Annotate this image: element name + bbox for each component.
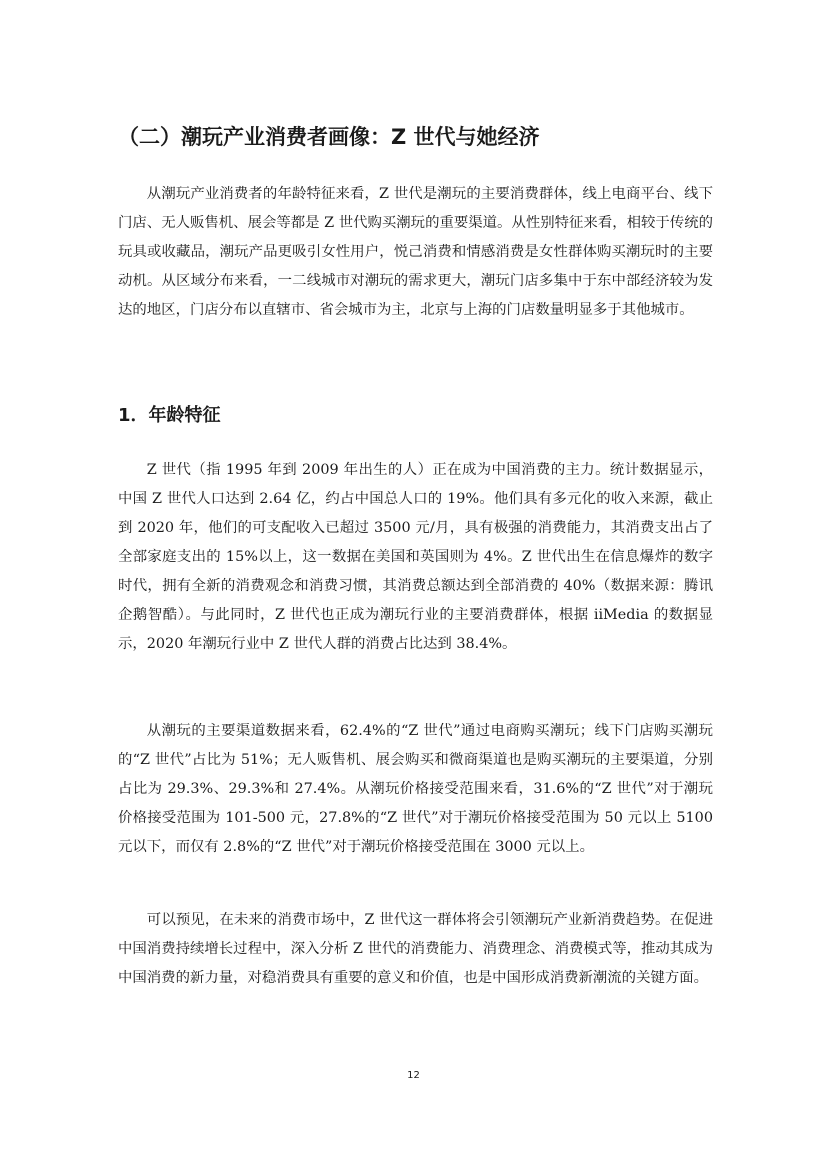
paragraph-z-generation-overview: Z 世代（指 1995 年到 2009 年出生的人）正在成为中国消费的主力。统计数据显示，中国 Z 世代人口达到 2.64 亿，约占中国总人口的 19%。他们具有多元化的收入来源，截止到 2020 年，他们的可支配收入已超过 3500 元/月，具有极强的消费能力，其消费支出占了全部家庭支出的 15%以上，这一数据在美国和英国则为 4%。Z 世代出生在信息爆炸的数字时代，拥有全新的消费观念和消费习惯，其消费总额达到全部消费的 40%（数据来源：腾讯企鹅智酷）。与此同时，Z 世代也正成为潮玩行业的主要消费群体，根据 iiMedia 的数据显示，2020 年潮玩行业中 Z 世代人群的消费占比达到 38.4%。 bbox=[118, 462, 713, 652]
page-number: 12 bbox=[407, 1070, 420, 1081]
paragraph-outlook: 可以预见，在未来的消费市场中，Z 世代这一群体将会引领潮玩产业新消费趋势。在促进中国消费持续增长过程中，深入分析 Z 世代的消费能力、消费理念、消费模式等，推动其成为中国消费的新力量，对稳消费具有重要的意义和价值，也是中国形成消费新潮流的关键方面。 bbox=[118, 912, 713, 986]
subsection-title-age: 1．年龄特征 bbox=[118, 405, 221, 426]
intro-paragraph: 从潮玩产业消费者的年龄特征来看，Z 世代是潮玩的主要消费群体，线上电商平台、线下门店、无人贩售机、展会等都是 Z 世代购买潮玩的重要渠道。从性别特征来看，相较于传统的玩具或收藏品，潮玩产品更吸引女性用户，悦己消费和情感消费是女性群体购买潮玩时的主要动机。从区域分布来看，一二线城市对潮玩的需求更大，潮玩门店多集中于东中部经济较为发达的地区，门店分布以直辖市、省会城市为主，北京与上海的门店数量明显多于其他城市。 bbox=[118, 186, 713, 318]
section-title: （二）潮玩产业消费者画像：Z 世代与她经济 bbox=[118, 125, 540, 149]
paragraph-channels-and-prices: 从潮玩的主要渠道数据来看，62.4%的“Z 世代”通过电商购买潮玩；线下门店购买潮玩的“Z 世代”占比为 51%；无人贩售机、展会购买和微商渠道也是购买潮玩的主要渠道，分别占比为 29.3%、29.3%和 27.4%。从潮玩价格接受范围来看，31.6%的“Z 世代”对于潮玩价格接受范围为 101-500 元，27.8%的“Z 世代”对于潮玩价格接受范围为 50 元以上 5100 元以下，而仅有 2.8%的“Z 世代”对于潮玩价格接受范围在 3000 元以上。 bbox=[118, 723, 713, 855]
